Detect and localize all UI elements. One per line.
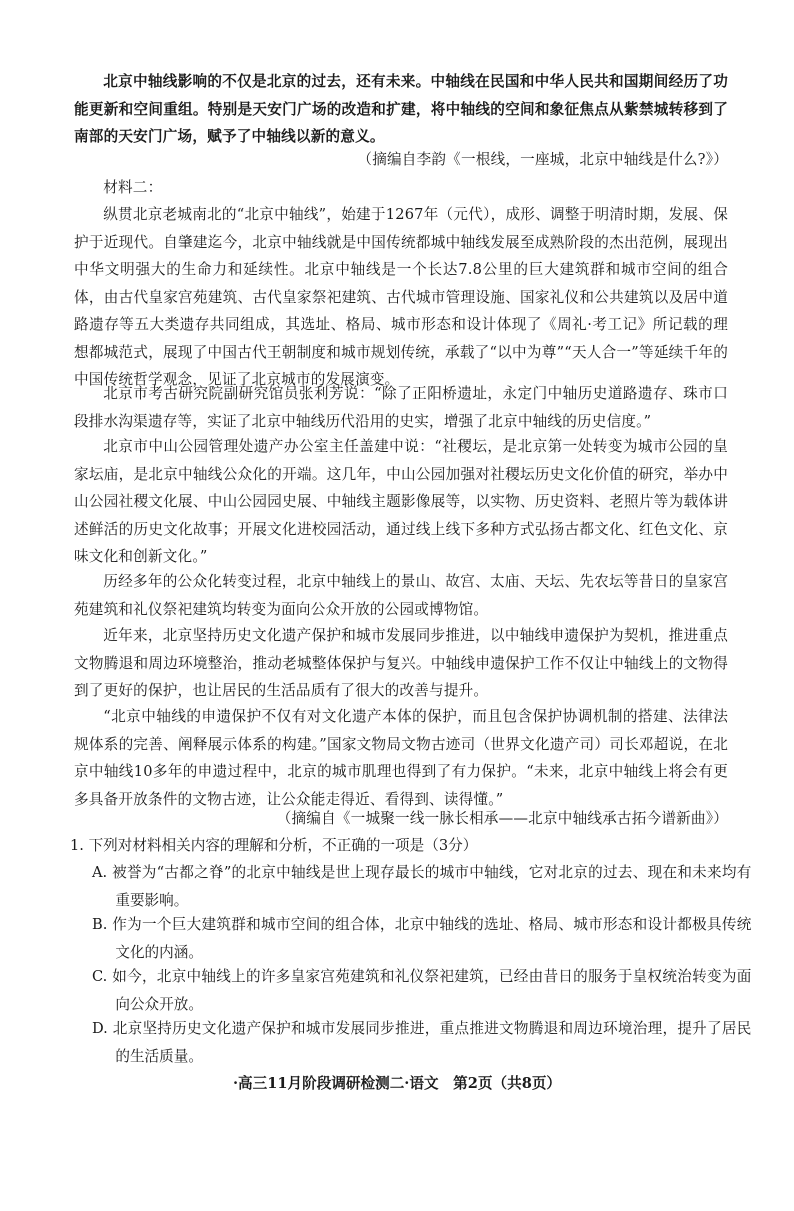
material2-paragraph-3: 北京市中山公园管理处遗产办公室主任盖建中说：“社稷坛，是北京第一处转变为城市公园的皇家坛庙，是北京中轴线公众化的开端。这几年，中山公园加强对社稷坛历史文化价值的研究，举办中山公园社稷文化展、中山公园园史展、中轴线主题影像展等，以实物、历史资料、老照片等为载体讲述鲜活的历史文化故事；开展文化进校园活动，通过线上线下多种方式弘扬古都文化、红色文化、京味文化和创新文化。” [74,438,728,565]
question-1-option-c: C. 如今，北京中轴线上的许多皇家宫苑建筑和礼仪祭祀建筑，已经由昔日的服务于皇权统治转变为面向公众开放。 [92,968,752,1013]
material2-paragraph-2: 北京市考古研究院副研究馆员张利芳说：“除了正阳桥遗址，永定门中轴历史道路遗存、珠市口段排水沟渠遗存等，实证了北京中轴线历代沿用的史实，增强了北京中轴线的历史信度。” [74,385,728,430]
question-1-stem: 1. 下列对材料相关内容的理解和分析，不正确的一项是（3分） [70,837,478,854]
material2-paragraph-6: “北京中轴线的申遗保护不仅有对文化遗产本体的保护，而且包含保护协调机制的搭建、法律法规体系的完善、阐释展示体系的构建。”国家文物局文物古迹司（世界文化遗产司）司长邓超说，在北京中轴线10多年的申遗过程中，北京的城市肌理也得到了有力保护。“未来，北京中轴线上将会有更多具备开放条件的文物古迹，让公众能走得近、看得到、读得懂。” [74,708,728,808]
material2-paragraph-4: 历经多年的公众化转变过程，北京中轴线上的景山、故宫、太庙、天坛、先农坛等昔日的皇家宫苑建筑和礼仪祭祀建筑均转变为面向公众开放的公园或博物馆。 [74,573,728,618]
material1-paragraph: 北京中轴线影响的不仅是北京的过去，还有未来。中轴线在民国和中华人民共和国期间经历了功能更新和空间重组。特别是天安门广场的改造和扩建，将中轴线的空间和象征焦点从紫禁城转移到了南部的天安门广场，赋予了中轴线以新的意义。 [74,73,728,145]
material2-heading: 材料二： [103,179,163,196]
material2-paragraph-5: 近年来，北京坚持历史文化遗产保护和城市发展同步推进，以中轴线申遗保护为契机，推进重点文物腾退和周边环境整治，推动老城整体保护与复兴。中轴线申遗保护工作不仅让中轴线上的文物得到了更好的保护，也让居民的生活品质有了很大的改善与提升。 [74,627,728,699]
material1-source: （摘编自李韵《一根线，一座城，北京中轴线是什么?》） [357,151,728,168]
material2-source: （摘编自《一城聚一线一脉长相承——北京中轴线承古拓今谱新曲》） [276,810,728,827]
material2-paragraph-1: 纵贯北京老城南北的“北京中轴线”，始建于1267年（元代），成形、调整于明清时期，发展、保护于近现代。自肇建迄今，北京中轴线就是中国传统都城中轴线发展至成熟阶段的杰出范例，展现出中华文明强大的生命力和延续性。北京中轴线是一个长达7.8公里的巨大建筑群和城市空间的组合体，由古代皇家宫苑建筑、古代皇家祭祀建筑、古代城市管理设施、国家礼仪和公共建筑以及居中道路遗存等五大类遗存共同组成，其选址、格局、城市形态和设计体现了《周礼·考工记》所记载的理想都城范式，展现了中国古代王朝制度和城市规划传统，承载了“以中为尊”“天人合一”等延续千年的中国传统哲学观念，见证了北京城市的发展演变。 [74,206,728,388]
page-footer: ·高三11月阶段调研检测二·语文 第2页（共8页） [232,1075,562,1092]
question-1-option-b: B. 作为一个巨大建筑群和城市空间的组合体，北京中轴线的选址、格局、城市形态和设计都极具传统文化的内涵。 [92,916,752,961]
question-1-option-d: D. 北京坚持历史文化遗产保护和城市发展同步推进，重点推进文物腾退和周边环境治理，提升了居民的生活质量。 [92,1020,752,1065]
question-1-option-a: A. 被誉为“古都之脊”的北京中轴线是世上现存最长的城市中轴线，它对北京的过去、现在和未来均有重要影响。 [92,864,752,909]
